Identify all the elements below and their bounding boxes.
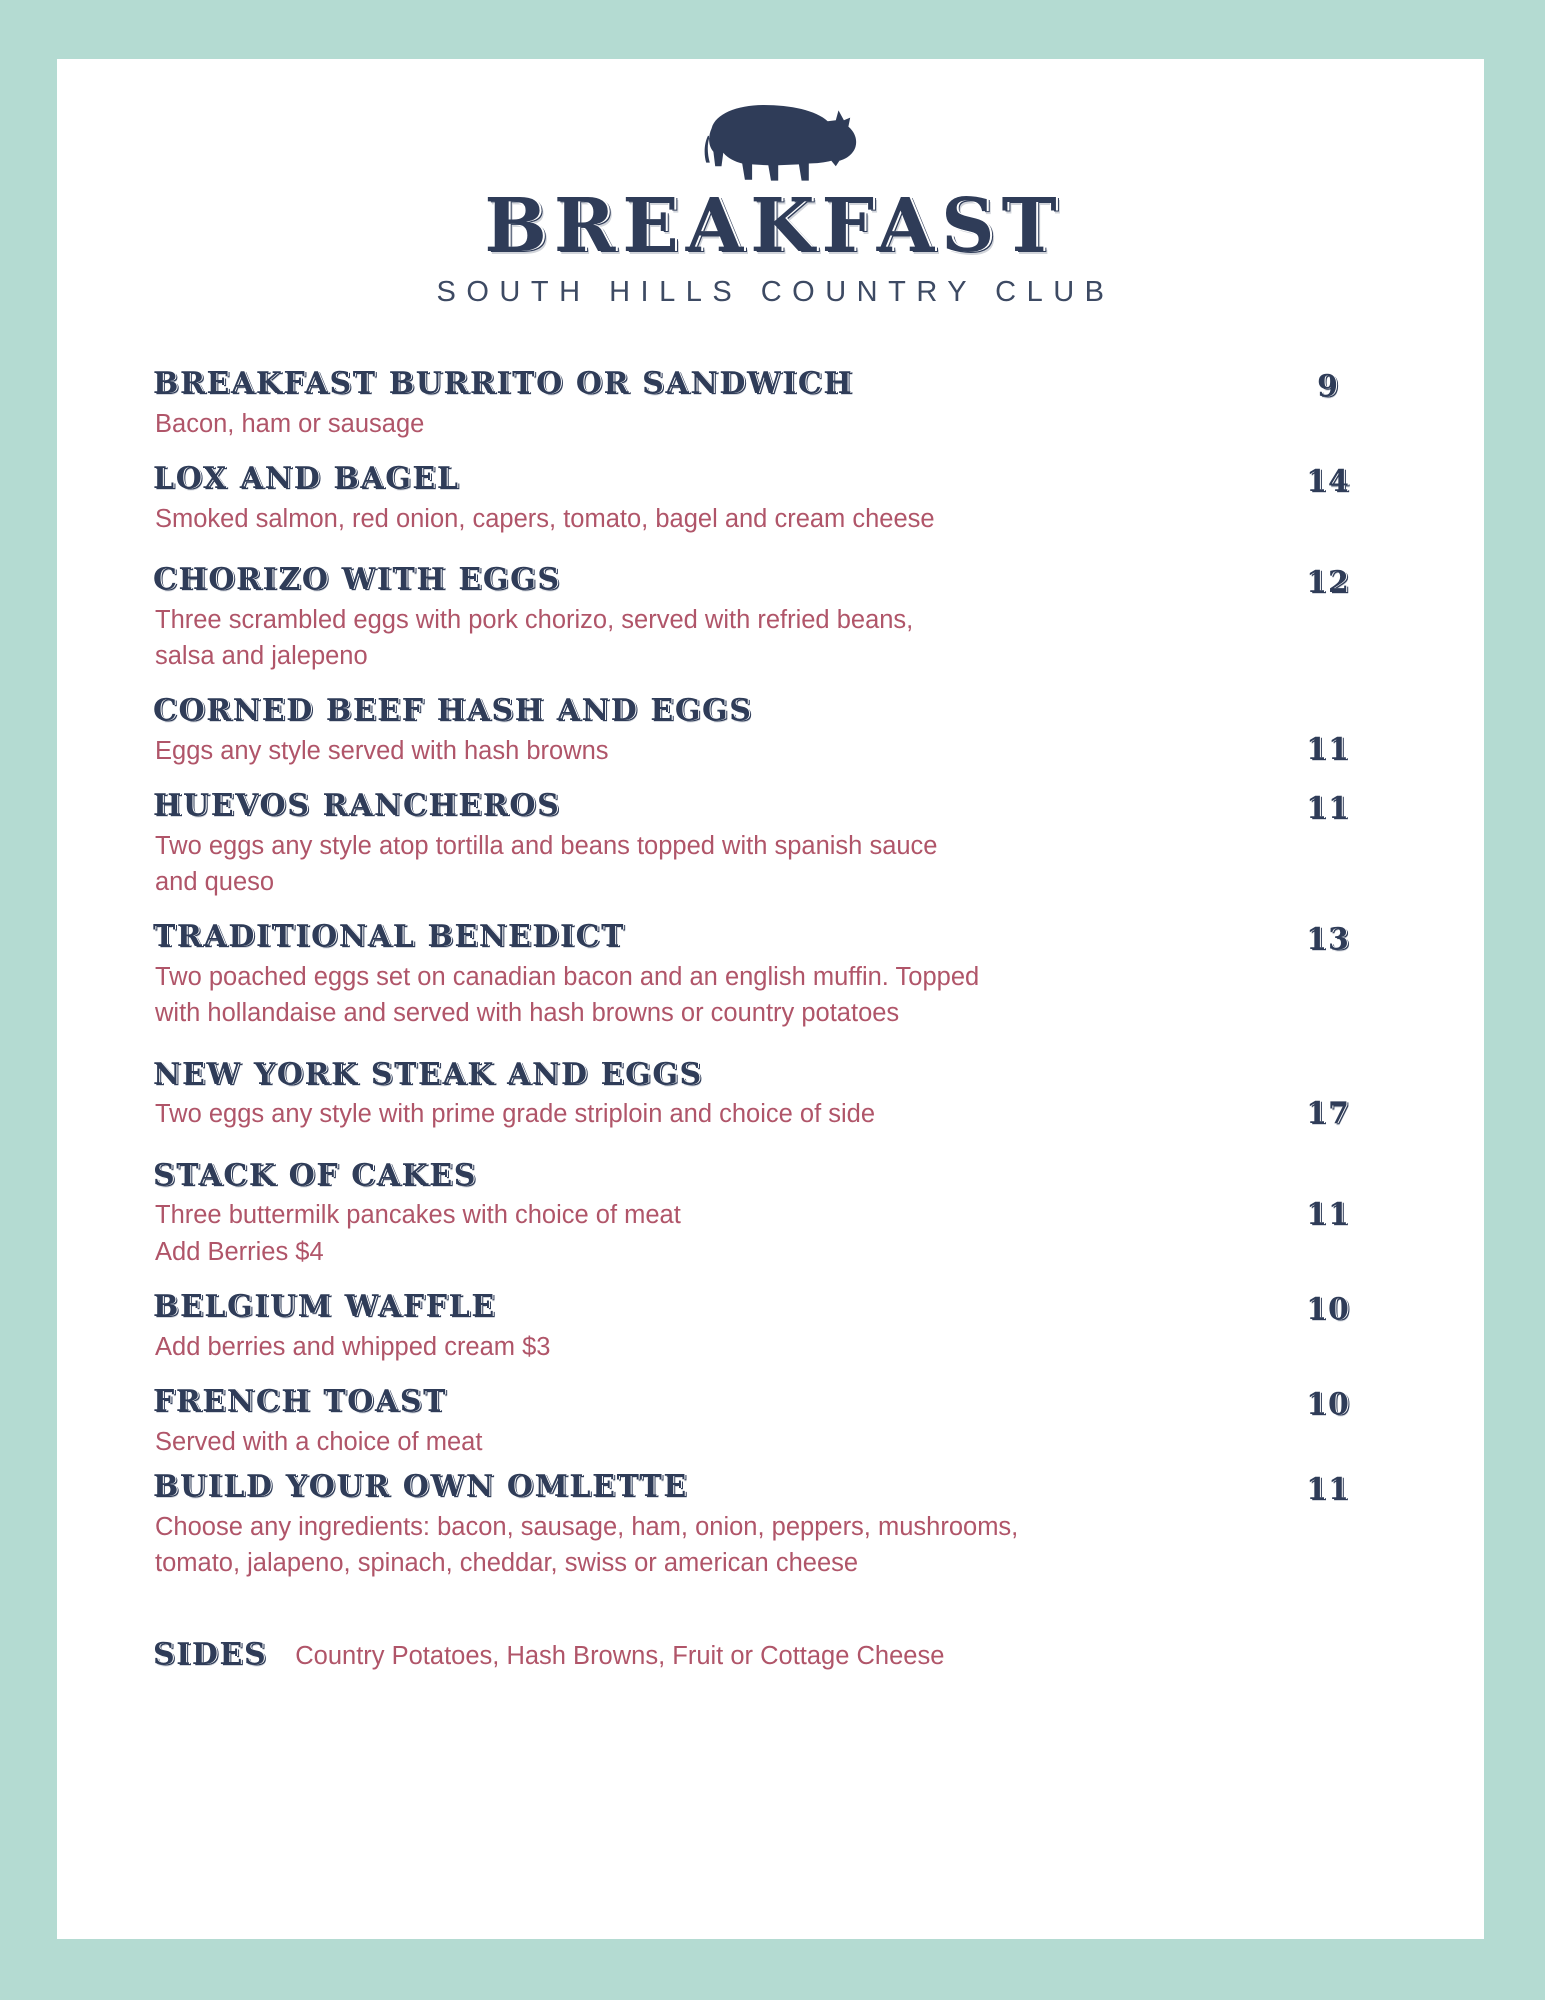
menu-item-price: 14 (1306, 464, 1350, 500)
menu-item-header (153, 1385, 1388, 1420)
menu-header (57, 59, 1484, 309)
menu-item-description (155, 1424, 1155, 1460)
menu-item-name: LOX AND BAGEL (153, 461, 460, 497)
menu-item-name: STACK OF CAKES (153, 1157, 478, 1193)
menu-item-price: 13 (1306, 922, 1350, 958)
description-line: Two eggs any style with prime grade striploin and choice of side (155, 1100, 876, 1129)
menu-item-header (153, 1470, 1388, 1505)
description-line: Three buttermilk pancakes with choice of meat (155, 1201, 681, 1230)
description-line: Add berries and whipped cream $3 (155, 1332, 551, 1361)
page-subtitle: SOUTH HILLS COUNTRY CLUB (436, 276, 1115, 309)
menu-item-header (153, 461, 1388, 500)
menu-item-name: BELGIUM WAFFLE (153, 1288, 496, 1324)
menu-item-description (155, 1096, 1155, 1132)
menu-item-description (155, 1509, 1155, 1581)
description-line: Three scrambled eggs with pork chorizo, served with refried beans, (155, 605, 914, 634)
menu-item-price: 17 (1306, 1095, 1350, 1131)
menu-item (153, 920, 1388, 1031)
menu-item (153, 1159, 1388, 1270)
menu-item-name: NEW YORK STEAK AND EGGS (153, 1056, 703, 1092)
description-line: with hollandaise and served with hash browns or country potatoes (155, 999, 900, 1028)
menu-item (153, 789, 1388, 900)
menu-item-description (155, 733, 1155, 769)
menu-item-name: BUILD YOUR OWN OMLETTE (153, 1468, 688, 1504)
sides-label: SIDES (153, 1637, 268, 1673)
description-line: salsa and jalepeno (155, 642, 368, 671)
menu-item-description (155, 1329, 1155, 1365)
description-line: Bacon, ham or sausage (155, 409, 425, 438)
menu-item (153, 563, 1388, 674)
menu-item-header (153, 366, 1388, 405)
sides-description: Country Potatoes, Hash Browns, Fruit or Cottage Cheese (295, 1642, 945, 1671)
menu-item-description (155, 1197, 1155, 1269)
menu-item (153, 694, 1388, 769)
menu-item-price: 11 (1306, 732, 1350, 768)
pig-silhouette-icon (681, 95, 861, 187)
description-line: tomato, jalapeno, spinach, cheddar, swiss or american cheese (155, 1548, 859, 1577)
menu-item-name: TRADITIONAL BENEDICT (153, 919, 626, 955)
menu-item (153, 1058, 1388, 1133)
menu-item-header (153, 562, 1388, 601)
menu-item (153, 1470, 1388, 1581)
description-line: and queso (155, 868, 275, 897)
menu-item-price: 11 (1306, 1196, 1350, 1232)
menu-item-name: BREAKFAST BURRITO OR SANDWICH (153, 366, 854, 402)
menu-item-price: 12 (1306, 565, 1350, 601)
menu-item-description (155, 406, 1155, 442)
menu-item-header (153, 919, 1388, 958)
menu-item-description (155, 959, 1155, 1031)
menu-item-name: CHORIZO WITH EGGS (153, 562, 561, 598)
sides-section (57, 1637, 1484, 1672)
menu-item-description (155, 501, 1155, 537)
menu-item (153, 1385, 1388, 1460)
description-line: Choose any ingredients: bacon, sausage, ham, onion, peppers, mushrooms, (155, 1512, 1019, 1541)
description-line: Smoked salmon, red onion, capers, tomato, bagel and cream cheese (155, 504, 935, 533)
menu-item-header (153, 788, 1388, 827)
menu-item-price: 10 (1306, 1291, 1350, 1327)
menu-item-price: 9 (1317, 369, 1339, 405)
description-line: Add Berries $4 (155, 1237, 324, 1266)
menu-page (57, 59, 1484, 1939)
description-line: Served with a choice of meat (155, 1427, 483, 1456)
page-title: BREAKFAST (484, 183, 1064, 269)
description-line: Eggs any style served with hash browns (155, 737, 609, 766)
menu-item-price: 11 (1306, 1471, 1350, 1507)
menu-item-description (155, 602, 1155, 674)
menu-item-name: FRENCH TOAST (153, 1383, 448, 1419)
description-line: Two eggs any style atop tortilla and beans topped with spanish sauce (155, 832, 938, 861)
menu-item-description (155, 828, 1155, 900)
menu-item-price: 11 (1306, 791, 1350, 827)
menu-item-list (57, 367, 1484, 1581)
menu-item (153, 367, 1388, 442)
menu-item-name: CORNED BEEF HASH AND EGGS (153, 693, 753, 729)
description-line: Two poached eggs set on canadian bacon and an english muffin. Topped (155, 963, 980, 992)
menu-item-header (153, 1290, 1388, 1325)
menu-item-price: 10 (1306, 1386, 1350, 1422)
menu-item (153, 1290, 1388, 1365)
menu-item (153, 462, 1388, 537)
menu-item-name: HUEVOS RANCHEROS (153, 788, 561, 824)
